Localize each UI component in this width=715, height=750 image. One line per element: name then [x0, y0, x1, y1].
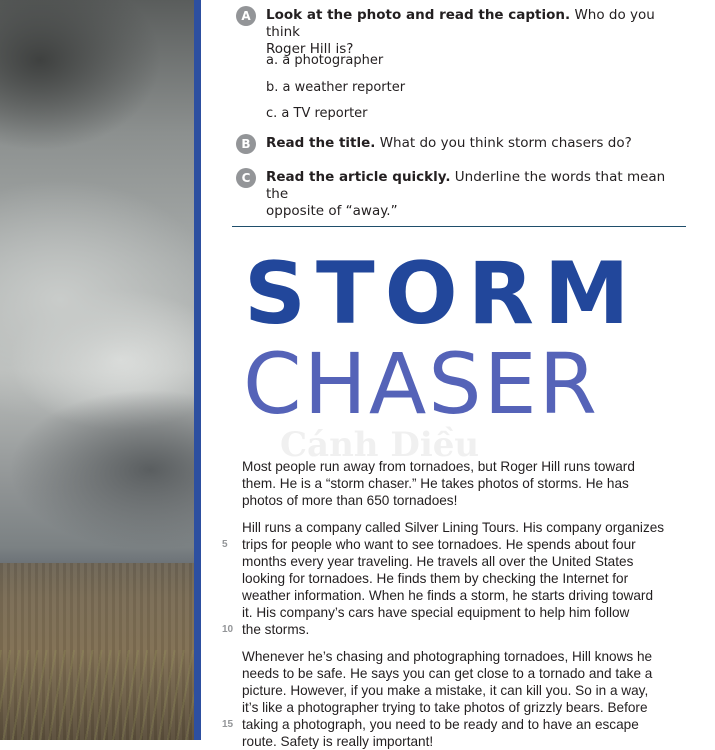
watermark: Cánh Diều — [280, 425, 480, 465]
line-number-10: 10 — [222, 624, 234, 635]
p2-line: weather information. When he finds a storm, he starts driving toward — [242, 588, 654, 603]
question-c-text — [266, 169, 676, 220]
p3-line: picture. However, if you make a mistake, it can kill you. So in a way, — [242, 683, 649, 698]
section-divider — [232, 226, 686, 227]
p3-line: taking a photograph, you need to be ready and to have an escape — [242, 717, 639, 732]
question-a-bold: Look at the photo and read the caption. — [266, 7, 571, 23]
p3-line: needs to be safe. He says you can get close to a tornado and take a — [242, 666, 653, 681]
grass-foreground — [0, 650, 194, 740]
question-c-bold: Read the article quickly. — [266, 169, 451, 185]
p1-line: Most people run away from tornadoes, but Roger Hill runs toward — [242, 459, 635, 474]
option-a: a. a photographer — [266, 53, 384, 68]
p2-line: it. His company’s cars have special equipment to help him follow — [242, 605, 630, 620]
p3-line: it’s like a photographer trying to take photos of grizzly bears. Before — [242, 700, 648, 715]
article-paragraph-3 — [242, 648, 682, 750]
question-c — [236, 169, 676, 220]
option-b: b. a weather reporter — [266, 80, 406, 95]
p2-line: looking for tornadoes. He finds them by checking the Internet for — [242, 571, 629, 586]
question-a-text — [266, 7, 676, 58]
question-b — [236, 135, 676, 152]
question-c-rest-1: Underline the words that mean the — [266, 169, 666, 202]
p1-line: photos of more than 650 tornadoes! — [242, 493, 458, 508]
p2-line: trips for people who want to see tornadoes. He spends about four — [242, 537, 636, 552]
question-c-rest-2: opposite of “away.” — [266, 203, 398, 219]
p3-line: Whenever he’s chasing and photographing tornadoes, Hill knows he — [242, 649, 653, 664]
accent-bar — [194, 0, 201, 740]
title-chaser: CHASER — [243, 335, 600, 433]
question-b-bold: Read the title. — [266, 135, 376, 151]
article-paragraph-1 — [242, 458, 682, 509]
badge-b: B — [236, 134, 256, 154]
line-number-15: 15 — [222, 719, 234, 730]
p3-line: route. Safety is really important! — [242, 734, 434, 749]
title-storm: STORM — [244, 244, 640, 344]
article-paragraph-2 — [242, 519, 682, 638]
question-b-text — [266, 135, 676, 152]
question-a-rest-1: Who do you think — [266, 7, 655, 40]
question-a-rest-2: Roger Hill is? — [266, 41, 354, 57]
option-c: c. a TV reporter — [266, 106, 368, 121]
line-number-5: 5 — [222, 539, 228, 550]
badge-a: A — [236, 6, 256, 26]
badge-c: C — [236, 168, 256, 188]
question-a — [236, 7, 676, 58]
p2-line: Hill runs a company called Silver Lining Tours. His company organizes — [242, 520, 665, 535]
p1-line: them. He is a “storm chaser.” He takes photos of storms. He has — [242, 476, 629, 491]
question-b-rest-1: What do you think storm chasers do? — [375, 135, 632, 151]
p2-line: months every year traveling. He travels all over the United States — [242, 554, 634, 569]
p2-line: the storms. — [242, 622, 310, 637]
